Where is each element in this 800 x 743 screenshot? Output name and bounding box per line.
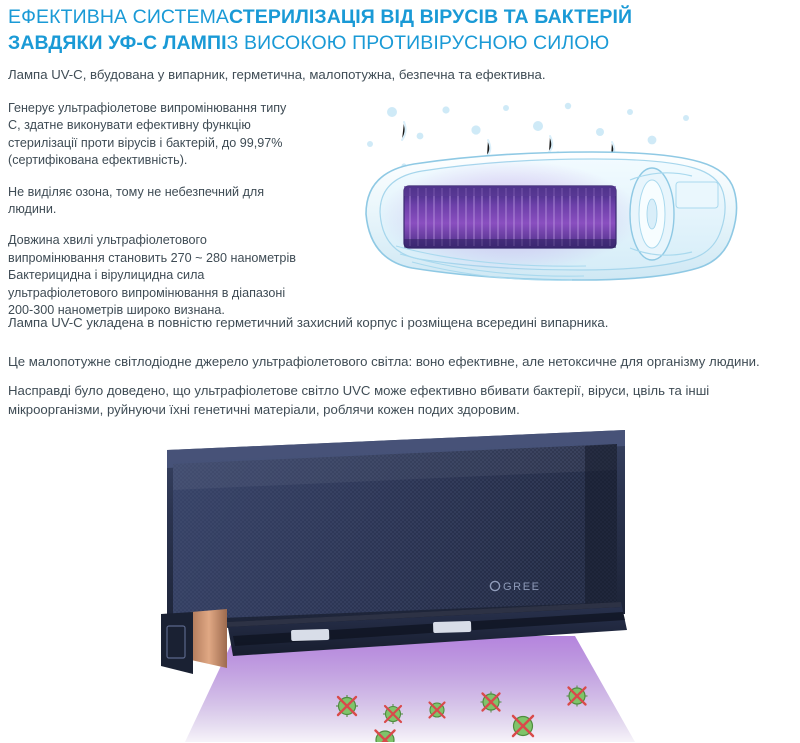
left-column-text (8, 100, 298, 319)
intro-text: Лампа UV-C, вбудована у випарник, герметична, малопотужна, безпечна та ефективна. (8, 67, 546, 82)
page-title (8, 4, 792, 56)
germ-icon (336, 695, 358, 717)
page-title-line1-bold: СТЕРИЛІЗАЦІЯ ВІД ВІРУСІВ ТА БАКТЕРІЙ (229, 6, 633, 28)
left-side-block (161, 612, 193, 674)
germ-icon (430, 703, 445, 718)
germ-icon (383, 704, 403, 724)
page-title-line2-light: З ВИСОКОЮ ПРОТИВІРУСНОЮ СИЛОЮ (226, 32, 610, 54)
air-conditioner-svg (155, 424, 655, 742)
evaporator-illustration (300, 96, 792, 304)
copper-accent (191, 609, 227, 668)
evaporator-svg (300, 96, 792, 304)
air-conditioner-image (155, 424, 655, 742)
germ-icon (567, 686, 588, 707)
left-paragraph-1: Генерує ультрафіолетове випромінювання типу С, здатне виконувати ефективну функцію стерилізації проти вірусів і бактерій, до 99,97% (сертифікована ефективність). (8, 101, 287, 168)
germ-icon (513, 716, 533, 736)
left-paragraph-3: Довжина хвилі ультрафіолетового випромінювання становить 270 ~ 280 нанометрів Бактерицидна і вірулицидна сила ультрафіолетового випромінювання в діапазоні 200-300 нанометрів широко визнана. (8, 233, 296, 318)
left-paragraph-2: Не виділяє озона, тому не небезпечний для людини. (8, 184, 265, 217)
page-title-line2-bold: ЗАВДЯКИ УФ-С ЛАМПІ (8, 32, 227, 54)
paragraph-sealed: Лампа UV-C укладена в повністю герметичний захисний корпус і розміщена всередині випарника. (8, 315, 609, 330)
germ-icon (481, 692, 502, 713)
paragraph-led: Це малопотужне світлодіодне джерело ультрафіолетового світла: воно ефективне, але нетоксичне для організму людини. (8, 354, 760, 369)
uv-coil-block (404, 186, 616, 248)
page-title-line1-light: ЕФЕКТИВНА СИСТЕМА (8, 6, 230, 28)
paragraph-proof: Насправді було доведено, що ультрафіолетове світло UVC може ефективно вбивати бактерії, віруси, цвіль та інші мікроорганізми, руйнуючи їхні генетичні матеріали, роблячи кожен подих здоровим. (8, 383, 710, 417)
brand-label: GREE (503, 581, 541, 593)
device-body (167, 430, 625, 630)
germ-icon (376, 731, 395, 743)
